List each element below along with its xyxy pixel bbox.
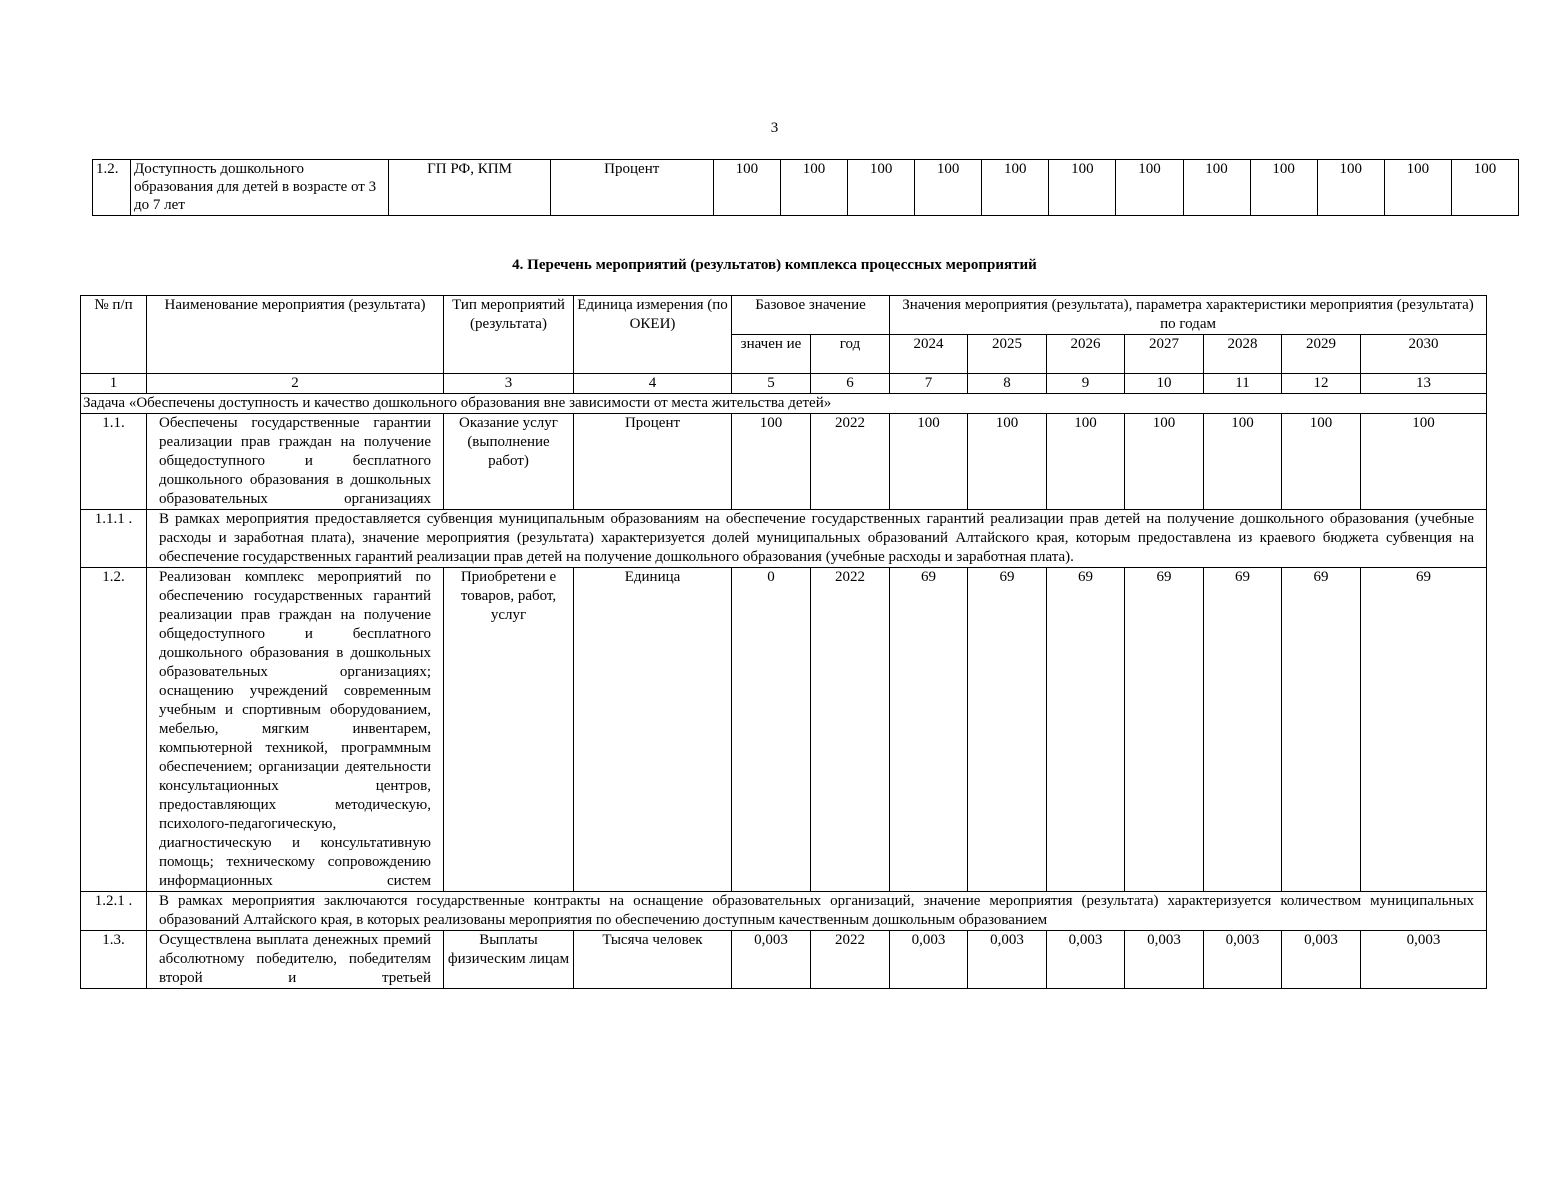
indicator-unit: Процент — [550, 160, 713, 216]
header-year: 2026 — [1047, 335, 1125, 374]
value-cell: 0,003 — [1204, 931, 1282, 989]
value-cell: 0,003 — [968, 931, 1047, 989]
value-cell: 100 — [1282, 414, 1361, 510]
row-number: 1.2.1 . — [81, 892, 147, 931]
header-base-value: значен ие — [732, 335, 811, 374]
value-cell: 100 — [1384, 160, 1451, 216]
column-number: 7 — [890, 374, 968, 394]
value-cell: 100 — [848, 160, 915, 216]
activity-name: Реализован комплекс мероприятий по обеспечению государственных гарантий реализации прав граждан на получение общедоступного и бесплатного дошкольного образования в дошкольных образовательных организациях; оснащению учреждений современным учебным и спортивным оборудованием, мебелью, мягким инвентарем, компьютерной техникой, программным обеспечением; организации деятельности консультационных центров, предоставляющих методическую, психолого-педагогическую, диагностическую и консультативную помощь; техническому сопровождению информационных систем — [147, 568, 444, 892]
table-row — [81, 931, 1487, 989]
row-number: 1.1.1 . — [81, 510, 147, 568]
activities-table — [80, 295, 1487, 989]
column-number: 9 — [1047, 374, 1125, 394]
value-cell: 100 — [1183, 160, 1250, 216]
row-number: 1.2. — [93, 160, 131, 216]
value-cell: 100 — [968, 414, 1047, 510]
description-row — [81, 510, 1487, 568]
page-number: 3 — [770, 120, 779, 136]
value-cell: 69 — [1125, 568, 1204, 892]
column-number: 6 — [811, 374, 890, 394]
activity-type: Приобретени е товаров, работ, услуг — [444, 568, 574, 892]
activity-description: В рамках мероприятия предоставляется субвенция муниципальным образованиям на обеспечение государственных гарантий реализации прав детей на получение дошкольного образования (учебные расходы и заработная плата), значение мероприятия (результата) характеризуется долей муниципальных образований Алтайского края, которым предоставлена из краевого бюджета субвенция на обеспечение государственных гарантий реализации прав детей на получение дошкольного образования (учебные расходы и заработная плата). — [147, 510, 1487, 568]
value-cell: 100 — [890, 414, 968, 510]
header-years-title: Значения мероприятия (результата), параметра характеристики мероприятия (результата) по годам — [890, 296, 1487, 335]
value-cell: 100 — [1047, 414, 1125, 510]
base-value: 100 — [732, 414, 811, 510]
value-cell: 69 — [890, 568, 968, 892]
value-cell: 69 — [1047, 568, 1125, 892]
indicator-source: ГП РФ, КПМ — [389, 160, 550, 216]
value-cell: 69 — [1361, 568, 1487, 892]
value-cell: 100 — [982, 160, 1049, 216]
base-year: 2022 — [811, 568, 890, 892]
column-number: 8 — [968, 374, 1047, 394]
header-base: Базовое значение — [732, 296, 890, 335]
value-cell: 100 — [1361, 414, 1487, 510]
header-unit: Единица измерения (по ОКЕИ) — [574, 296, 732, 374]
value-cell: 0,003 — [890, 931, 968, 989]
header-year: 2027 — [1125, 335, 1204, 374]
value-cell: 100 — [1250, 160, 1317, 216]
top-indicator-table — [92, 159, 1519, 216]
activity-type: Оказание услуг (выполнение работ) — [444, 414, 574, 510]
header-name: Наименование мероприятия (результата) — [147, 296, 444, 374]
value-cell: 0,003 — [1047, 931, 1125, 989]
activity-unit: Процент — [574, 414, 732, 510]
task-row — [81, 394, 1487, 414]
value-cell: 100 — [1125, 414, 1204, 510]
value-cell: 0,003 — [1125, 931, 1204, 989]
row-number: 1.3. — [81, 931, 147, 989]
base-year: 2022 — [811, 414, 890, 510]
base-value: 0,003 — [732, 931, 811, 989]
column-number: 11 — [1204, 374, 1282, 394]
value-cell: 100 — [1204, 414, 1282, 510]
column-number: 12 — [1282, 374, 1361, 394]
value-cell: 0,003 — [1282, 931, 1361, 989]
activity-name: Обеспечены государственные гарантии реализации прав граждан на получение общедоступного и бесплатного дошкольного образования в дошкольных образовательных организациях — [147, 414, 444, 510]
column-number: 10 — [1125, 374, 1204, 394]
table-row — [93, 160, 1519, 216]
header-year: 2028 — [1204, 335, 1282, 374]
value-cell: 0,003 — [1361, 931, 1487, 989]
header-year: 2025 — [968, 335, 1047, 374]
header-year: 2030 — [1361, 335, 1487, 374]
column-number: 1 — [81, 374, 147, 394]
value-cell: 100 — [1451, 160, 1518, 216]
column-number: 2 — [147, 374, 444, 394]
column-number-row — [81, 374, 1487, 394]
value-cell: 100 — [780, 160, 847, 216]
column-number: 5 — [732, 374, 811, 394]
value-cell: 69 — [968, 568, 1047, 892]
table-row — [81, 414, 1487, 510]
header-num: № п/п — [81, 296, 147, 374]
section-title: 4. Перечень мероприятий (результатов) комплекса процессных мероприятий — [512, 257, 1037, 273]
value-cell: 100 — [713, 160, 780, 216]
row-number: 1.2. — [81, 568, 147, 892]
column-number: 13 — [1361, 374, 1487, 394]
value-cell: 100 — [915, 160, 982, 216]
activity-description: В рамках мероприятия заключаются государственные контракты на оснащение образовательных организаций, значение мероприятия (результата) характеризуется количеством муниципальных образований Алтайского края, в которых реализованы мероприятия по обеспечению доступным качественным дошкольным образованием — [147, 892, 1487, 931]
value-cell: 100 — [1049, 160, 1116, 216]
activity-unit: Единица — [574, 568, 732, 892]
value-cell: 69 — [1282, 568, 1361, 892]
header-year: 2029 — [1282, 335, 1361, 374]
value-cell: 100 — [1317, 160, 1384, 216]
row-number: 1.1. — [81, 414, 147, 510]
activity-type: Выплаты физическим лицам — [444, 931, 574, 989]
activity-name: Осуществлена выплата денежных премий абсолютному победителю, победителям второй и третьей — [147, 931, 444, 989]
value-cell: 69 — [1204, 568, 1282, 892]
column-number: 3 — [444, 374, 574, 394]
header-type: Тип мероприятий (результата) — [444, 296, 574, 374]
header-base-year: год — [811, 335, 890, 374]
header-row — [81, 296, 1487, 335]
table-row — [81, 568, 1487, 892]
base-year: 2022 — [811, 931, 890, 989]
task-title: Задача «Обеспечены доступность и качество дошкольного образования вне зависимости от места жительства детей» — [81, 394, 1487, 414]
base-value: 0 — [732, 568, 811, 892]
column-number: 4 — [574, 374, 732, 394]
value-cell: 100 — [1116, 160, 1183, 216]
description-row — [81, 892, 1487, 931]
header-year: 2024 — [890, 335, 968, 374]
activity-unit: Тысяча человек — [574, 931, 732, 989]
indicator-name: Доступность дошкольного образования для детей в возрасте от 3 до 7 лет — [131, 160, 389, 216]
